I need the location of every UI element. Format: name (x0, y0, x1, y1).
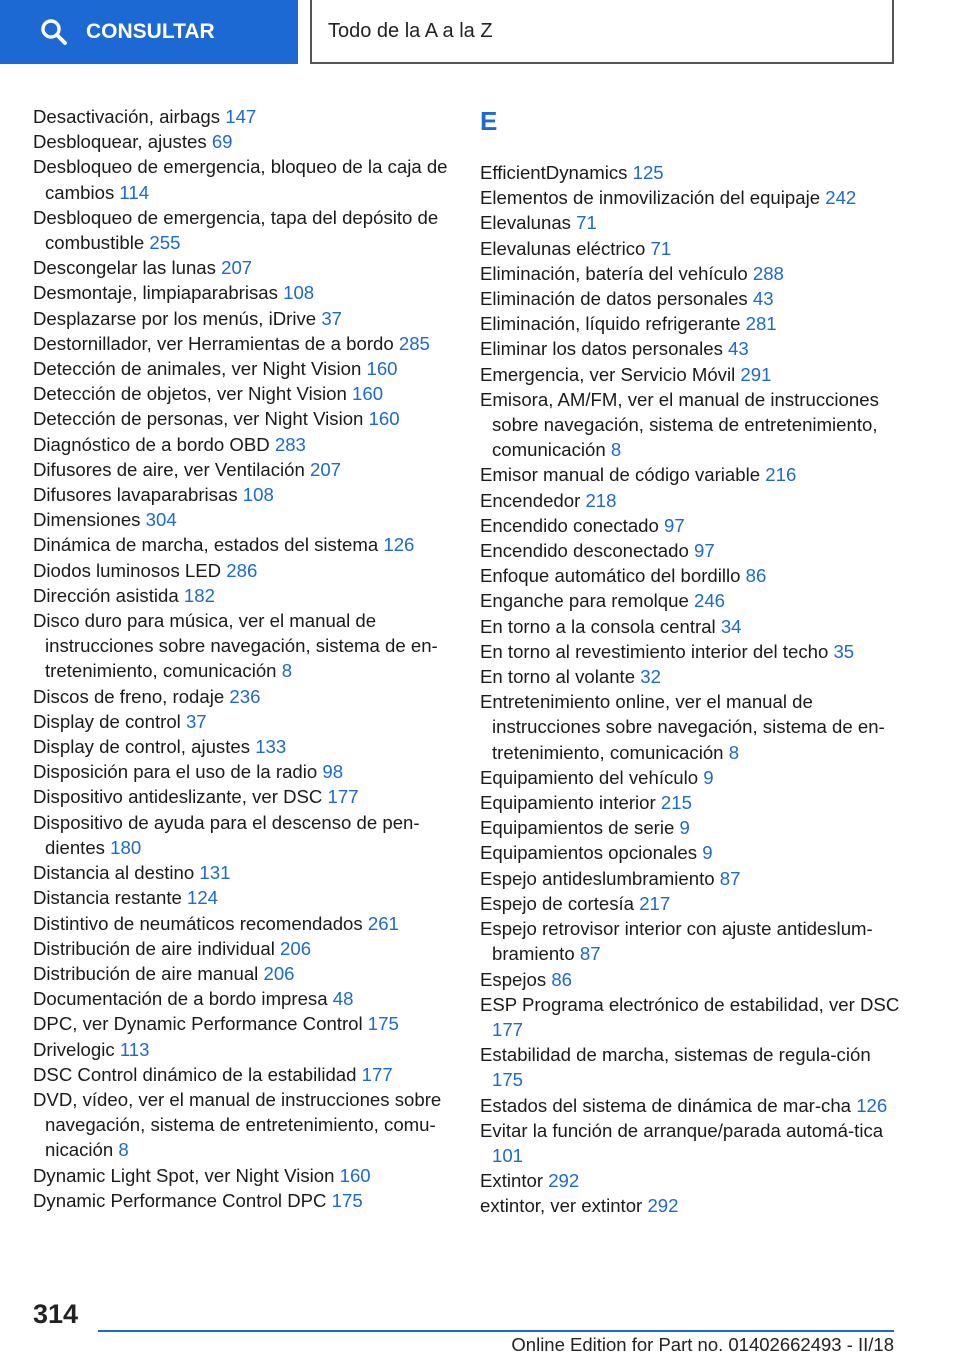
index-entry (480, 765, 900, 790)
index-entry (480, 790, 900, 815)
page-link[interactable]: 101 (492, 1144, 524, 1166)
entry-text: Desbloquear, ajustes (33, 131, 207, 153)
section-title-text: Todo de la A a la Z (328, 19, 493, 42)
entry-text: Emisora, AM/FM, ver el manual de instrucciones sobre navegación, sistema de entretenimiento, comunicación (480, 388, 879, 461)
index-entry (33, 406, 451, 431)
page-link[interactable]: 71 (650, 237, 672, 259)
index-entry (33, 331, 451, 356)
index-entry (480, 336, 900, 361)
index-entry (480, 210, 900, 235)
entry-text: Dimensiones (33, 509, 141, 531)
page-link[interactable]: 291 (740, 363, 772, 385)
page-link[interactable]: 108 (283, 282, 315, 304)
page-link[interactable]: 281 (745, 313, 777, 335)
page-link[interactable]: 175 (331, 1189, 363, 1211)
page-link[interactable]: 133 (255, 736, 287, 758)
entry-text: DSC Control dinámico de la estabilidad (33, 1063, 357, 1085)
entry-text: Desbloqueo de emergencia, bloqueo de la caja de cambios (33, 156, 448, 203)
index-entry (480, 1118, 900, 1168)
page-link[interactable]: 182 (183, 584, 215, 606)
entry-text: Distancia restante (33, 887, 182, 909)
entry-text: Eliminación de datos personales (480, 288, 748, 310)
index-entry (480, 689, 900, 765)
page-link[interactable]: 160 (368, 408, 400, 430)
entry-text: Difusores lavaparabrisas (33, 484, 238, 506)
page-link[interactable]: 9 (702, 842, 713, 864)
index-entry (480, 387, 900, 463)
index-entry (33, 457, 451, 482)
entry-text: Discos de freno, rodaje (33, 685, 225, 707)
entry-text: Espejo retrovisor interior con ajuste antideslum-bramiento (480, 918, 873, 965)
index-entry (480, 588, 900, 613)
index-entry (33, 784, 451, 809)
header (0, 0, 960, 66)
index-column-right (480, 104, 900, 1219)
entry-text: Espejo antideslumbramiento (480, 867, 715, 889)
index-entry (33, 759, 451, 784)
page-link[interactable]: 113 (119, 1038, 150, 1060)
index-entry (33, 205, 451, 255)
entry-text: Desactivación, airbags (33, 106, 221, 127)
entry-text: Disco duro para música, ver el manual de instrucciones sobre navegación, sistema de en-tretenimiento, comunicación (33, 610, 438, 682)
page-link[interactable]: 292 (647, 1195, 679, 1217)
entry-text: Emergencia, ver Servicio Móvil (480, 363, 736, 385)
page-link[interactable]: 147 (225, 106, 257, 127)
page-link[interactable]: 206 (280, 937, 312, 959)
page-link[interactable]: 177 (492, 1018, 524, 1040)
entry-text: Enganche para remolque (480, 590, 689, 612)
page-link[interactable]: 286 (226, 559, 258, 581)
page-link[interactable]: 175 (367, 1013, 399, 1035)
index-entry (33, 1163, 451, 1188)
entry-text: Documentación de a bordo impresa (33, 988, 328, 1010)
index-entry (33, 104, 451, 129)
index-entry (33, 482, 451, 507)
entry-text: Display de control (33, 710, 181, 732)
index-entry (33, 1011, 451, 1036)
index-entry (480, 1193, 900, 1218)
entry-text: Distancia al destino (33, 862, 195, 884)
index-entry (33, 961, 451, 986)
index-entry (480, 236, 900, 261)
index-entry (480, 866, 900, 891)
page-link[interactable]: 292 (548, 1170, 580, 1192)
index-entry (480, 286, 900, 311)
index-entry (480, 967, 900, 992)
entry-text: Elevalunas eléctrico (480, 237, 646, 259)
index-entry (33, 507, 451, 532)
entry-text: Display de control, ajustes (33, 736, 251, 758)
page-link[interactable]: 9 (703, 766, 714, 788)
entry-text: Eliminación, líquido refrigerante (480, 313, 741, 335)
page-link[interactable]: 43 (728, 338, 749, 360)
page-link[interactable]: 255 (149, 232, 181, 254)
index-entry (480, 462, 900, 487)
index-entry (480, 815, 900, 840)
page-link[interactable]: 124 (187, 887, 219, 909)
page-link[interactable]: 9 (679, 817, 690, 839)
entry-text: Drivelogic (33, 1038, 115, 1060)
entry-text: Equipamiento interior (480, 792, 656, 814)
index-entries-right (480, 160, 900, 1219)
entry-text: Dynamic Performance Control DPC (33, 1189, 327, 1211)
entry-text: Distintivo de neumáticos recomendados (33, 912, 363, 934)
page-link[interactable]: 288 (752, 262, 784, 284)
index-entry (33, 306, 451, 331)
index-entry (33, 1037, 451, 1062)
index-entry (33, 558, 451, 583)
entry-text: Equipamientos de serie (480, 817, 675, 839)
index-entry (33, 255, 451, 280)
page-link[interactable]: 32 (640, 666, 661, 688)
page-link[interactable]: 180 (110, 836, 142, 858)
index-entry (480, 891, 900, 916)
entry-text: Elevalunas (480, 212, 571, 234)
page-link[interactable]: 160 (339, 1164, 371, 1186)
entry-text: ESP Programa electrónico de estabilidad, ver DSC (480, 993, 900, 1015)
page-link[interactable]: 177 (327, 786, 359, 808)
entry-text: Enfoque automático del bordillo (480, 565, 741, 587)
entry-text: Espejos (480, 968, 547, 990)
entry-text: Elementos de inmovilización del equipaje (480, 187, 821, 209)
index-entry (480, 992, 900, 1042)
index-entry (33, 734, 451, 759)
page-link[interactable]: 131 (199, 862, 231, 884)
index-entry (480, 538, 900, 563)
page-link[interactable]: 177 (361, 1063, 393, 1085)
index-entry (480, 261, 900, 286)
index-entry (480, 513, 900, 538)
page-link[interactable]: 71 (576, 212, 597, 234)
index-entry (480, 1093, 900, 1118)
index-entry (33, 810, 451, 860)
entry-text: En torno a la consola central (480, 615, 716, 637)
entry-text: Equipamiento del vehículo (480, 766, 699, 788)
index-entry (33, 911, 451, 936)
index-entry (33, 608, 451, 684)
page-link[interactable]: 8 (281, 660, 293, 682)
index-entry (480, 664, 900, 689)
page-link[interactable]: 160 (366, 358, 398, 380)
page-link[interactable]: 8 (118, 1139, 129, 1161)
entry-text: Diodos luminosos LED (33, 559, 222, 581)
entry-text: Desplazarse por los menús, iDrive (33, 307, 317, 329)
entry-text: DPC, ver Dynamic Performance Control (33, 1013, 363, 1035)
page-link[interactable]: 126 (383, 534, 415, 556)
entry-text: En torno al revestimiento interior del techo (480, 640, 829, 662)
page-link[interactable]: 246 (693, 590, 726, 612)
index-entry (33, 1062, 451, 1087)
entry-text: Dinámica de marcha, estados del sistema (33, 534, 379, 556)
page-link[interactable]: 285 (398, 332, 430, 354)
entry-text: Dispositivo antideslizante, ver DSC (33, 786, 323, 808)
entry-text: Difusores de aire, ver Ventilación (33, 458, 305, 480)
consult-button-label: CONSULTAR (86, 20, 215, 43)
page-link[interactable]: 69 (211, 131, 233, 153)
page-link[interactable]: 261 (367, 912, 399, 934)
page-link[interactable]: 34 (720, 615, 742, 637)
page-link[interactable]: 206 (263, 962, 295, 984)
edition-text: Online Edition for Part no. 01402662493 - II/18 (511, 1334, 894, 1355)
entry-text: Detección de objetos, ver Night Vision (33, 383, 347, 405)
page-link[interactable]: 207 (221, 257, 253, 279)
entry-text: Detección de personas, ver Night Vision (33, 408, 364, 430)
index-entry (33, 432, 451, 457)
entry-text: Desmontaje, limpiaparabrisas (33, 282, 278, 304)
entry-text: Encendedor (480, 489, 581, 511)
index-entry (33, 154, 451, 204)
index-entry (480, 840, 900, 865)
page-link[interactable]: 236 (229, 685, 261, 707)
page-link[interactable]: 215 (660, 792, 692, 814)
index-entry (33, 709, 451, 734)
footer-divider (98, 1330, 894, 1332)
entry-text: Encendido conectado (480, 514, 659, 536)
entry-text: Distribución de aire manual (33, 962, 259, 984)
entry-text: Detección de animales, ver Night Vision (33, 358, 362, 380)
entry-text: Emisor manual de código variable (480, 464, 761, 486)
index-entry (33, 583, 451, 608)
page-link[interactable]: 304 (145, 509, 177, 531)
index-entry (33, 129, 451, 154)
page-link[interactable]: 160 (352, 383, 384, 405)
index-entry (480, 160, 900, 185)
search-icon (40, 18, 68, 46)
page-link[interactable]: 126 (856, 1094, 888, 1116)
index-entry (33, 280, 451, 305)
index-entry (33, 356, 451, 381)
entry-text: En torno al volante (480, 666, 636, 688)
index-entry (480, 1168, 900, 1193)
page-link[interactable]: 125 (632, 162, 664, 183)
index-entry (480, 362, 900, 387)
entry-text: Equipamientos opcionales (480, 842, 698, 864)
page-link[interactable]: 218 (585, 489, 617, 511)
entry-text: Destornillador, ver Herramientas de a bordo (33, 332, 394, 354)
page-link[interactable]: 114 (119, 181, 150, 203)
entry-text: DVD, vídeo, ver el manual de instrucciones sobre navegación, sistema de entretenimiento, comu-nicación (33, 1088, 442, 1161)
index-entry (33, 986, 451, 1011)
page-link[interactable]: 97 (664, 514, 685, 536)
index-entry (480, 1042, 900, 1092)
entry-text: Extintor (480, 1170, 544, 1192)
entry-text: Distribución de aire individual (33, 937, 275, 959)
page-link[interactable]: 216 (765, 464, 797, 486)
index-entry (480, 185, 900, 210)
index-entry (33, 1087, 451, 1163)
page-link[interactable]: 86 (551, 968, 573, 990)
index-entry (480, 311, 900, 336)
page-number: 314 (33, 1299, 79, 1329)
index-entry (33, 684, 451, 709)
entry-text: Encendido desconectado (480, 540, 689, 562)
entry-text: Eliminar los datos personales (480, 338, 723, 360)
entry-text: Dynamic Light Spot, ver Night Vision (33, 1164, 335, 1186)
index-entry (480, 614, 900, 639)
page-link[interactable]: 35 (833, 640, 855, 662)
index-entry (480, 563, 900, 588)
entry-text: Estados del sistema de dinámica de mar-cha (480, 1094, 852, 1116)
entry-text: EfficientDynamics (480, 162, 628, 183)
entry-text: Diagnóstico de a bordo OBD (33, 433, 270, 455)
page-link[interactable]: 37 (321, 307, 343, 329)
index-entry (480, 488, 900, 513)
entry-text: Espejo de cortesía (480, 892, 635, 914)
page-link[interactable]: 175 (492, 1069, 524, 1091)
entry-text: extintor, ver extintor (480, 1195, 643, 1217)
entry-text: Dirección asistida (33, 584, 179, 606)
entry-text: Disposición para el uso de la radio (33, 761, 318, 783)
page-link[interactable]: 8 (728, 741, 740, 763)
page-link[interactable]: 97 (694, 540, 715, 562)
index-entry (33, 860, 451, 885)
page-link[interactable]: 207 (310, 458, 342, 480)
letter-heading: E (480, 106, 498, 136)
entry-text: Dispositivo de ayuda para el descenso de pen-dientes (33, 811, 420, 858)
entry-text: Entretenimiento online, ver el manual de instrucciones sobre navegación, sistema de en-tretenimiento, comunicación (480, 691, 885, 763)
page-link[interactable]: 48 (332, 988, 354, 1010)
page-link[interactable]: 87 (579, 943, 601, 965)
index-entry (480, 639, 900, 664)
page-link[interactable]: 242 (825, 187, 857, 209)
entry-text: Estabilidad de marcha, sistemas de regula-ción (480, 1044, 871, 1066)
index-entry (480, 916, 900, 966)
page-link[interactable]: 98 (322, 761, 344, 783)
index-entry (33, 885, 451, 910)
page-link[interactable]: 108 (242, 484, 274, 506)
page-link[interactable]: 43 (752, 288, 774, 310)
page-link[interactable]: 37 (185, 710, 207, 732)
entry-text: Evitar la función de arranque/parada automá-tica (480, 1119, 884, 1141)
index-column-left (33, 104, 451, 1213)
page-link[interactable]: 87 (719, 867, 741, 889)
index-entry (33, 532, 451, 557)
entry-text: Desbloqueo de emergencia, tapa del depósito de combustible (33, 206, 439, 254)
page-link[interactable]: 86 (745, 565, 767, 587)
index-entry (33, 381, 451, 406)
index-entry (33, 1188, 451, 1213)
section-title[interactable] (310, 0, 894, 64)
page-link[interactable]: 8 (610, 439, 622, 461)
consult-button[interactable] (0, 0, 298, 64)
entry-text: Descongelar las lunas (33, 257, 216, 279)
index-entry (33, 936, 451, 961)
page-link[interactable]: 217 (639, 892, 671, 914)
page-link[interactable]: 283 (274, 433, 306, 455)
entry-text: Eliminación, batería del vehículo (480, 262, 748, 284)
